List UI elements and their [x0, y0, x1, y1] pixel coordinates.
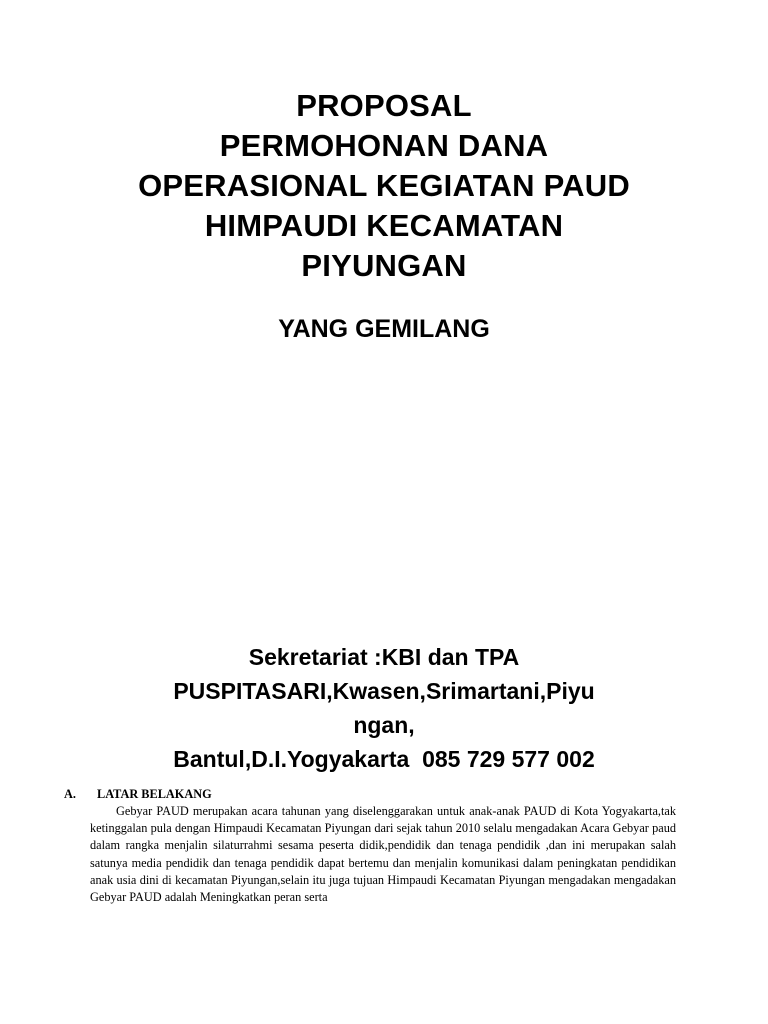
proposal-subtitle: YANG GEMILANG	[278, 315, 490, 343]
section-paragraph: Gebyar PAUD merupakan acara tahunan yang diselenggarakan untuk anak-anak PAUD di Kota Yogyakarta,tak ketinggalan pula dengan Himpaudi Kecamatan Piyungan dari sejak tahun 2010 selalu mengadakan Acara Gebyar paud dalam rangka menjalin silaturrahmi sesama peserta didik,pendidik dan tenaga pendidik ,dan ini merupakan salah satunya media pendidik dan tenaga pendidik dapat bertemu dan menjalin komunikasi dalam peningkatan pendidikan anak usia dini di kecamatan Piyungan,selain itu juga tujuan Himpaudi Kecamatan Piyungan mengadakan mengadakan Gebyar PAUD adalah Meningkatkan peran serta	[90, 804, 676, 905]
secretariat-line: Sekretariat :KBI dan TPA	[248, 644, 520, 670]
title-line: HIMPAUDI KECAMATAN	[204, 208, 564, 243]
secretariat-line: Bantul,D.I.Yogyakarta 085 729 577 002	[173, 746, 595, 772]
title-line: PROPOSAL	[296, 88, 472, 123]
section-heading-text: LATAR BELAKANG	[97, 787, 212, 801]
title-line: PIYUNGAN	[301, 248, 467, 283]
title-line: OPERASIONAL KEGIATAN PAUD	[138, 168, 630, 203]
section-letter: A.	[64, 787, 76, 801]
proposal-title	[0, 86, 768, 286]
section-latar-belakang	[64, 786, 676, 940]
secretariat-line: PUSPITASARI,Kwasen,Srimartani,Piyu	[173, 678, 595, 704]
secretariat-address	[80, 640, 688, 776]
title-line: PERMOHONAN DANA	[219, 128, 549, 163]
section-heading	[64, 786, 676, 803]
secretariat-line: ngan,	[353, 712, 415, 738]
